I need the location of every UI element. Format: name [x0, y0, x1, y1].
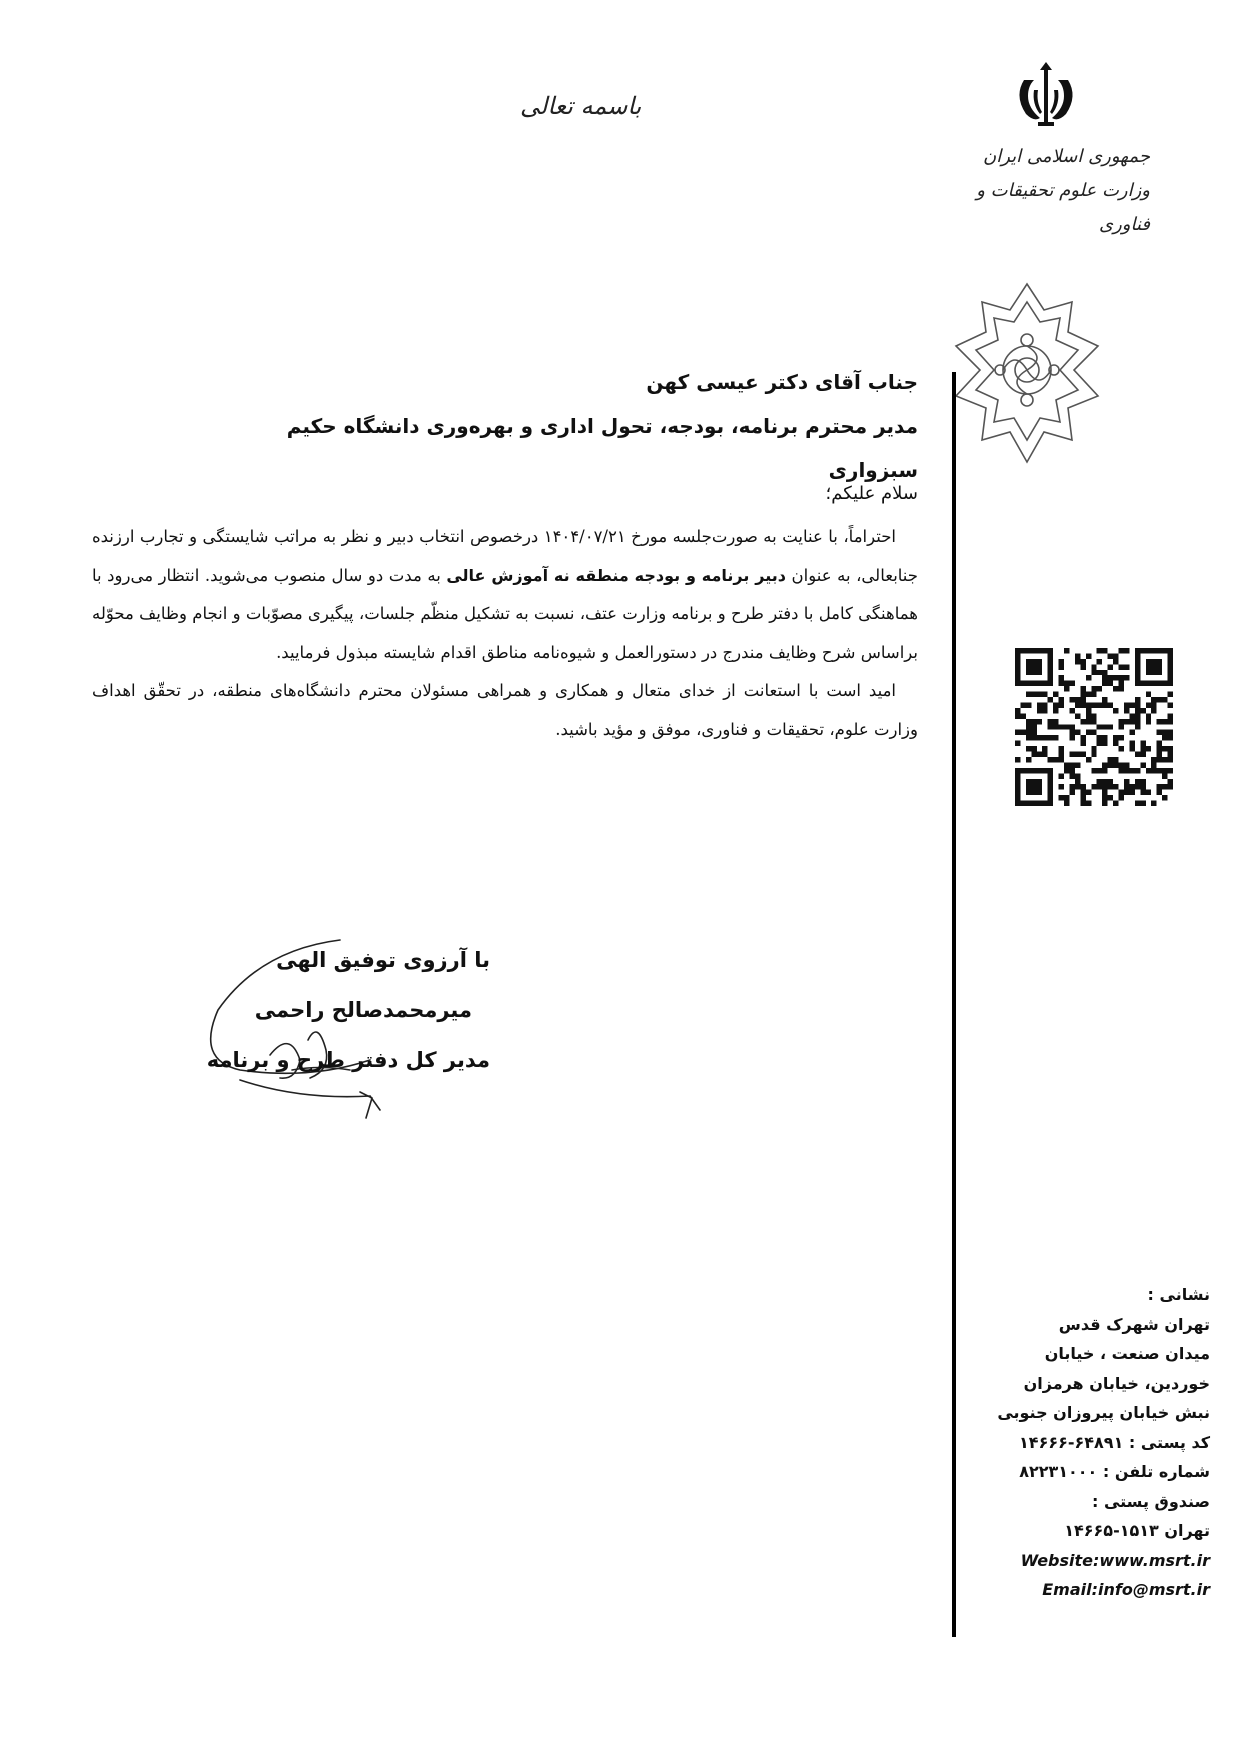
paragraph-1-part-b: به مدت دو سال منصوب می‌شوید. انتظار می‌رود با هماهنگی کامل با دفتر طرح و برنامه وزارت عتف، نسبت به تشکیل منظّم جلسات، پیگیری مصوّبات و انجام وظایف محوّله براساس شرح وظایف مندرج در دستورالعمل و شیوه‌نامه مناطق اقدام شایسته مبذول فرمایید. — [92, 565, 918, 662]
ministry-line-2: وزارت علوم تحقیقات و فناوری — [976, 180, 1150, 235]
email-link[interactable]: Email:info@msrt.ir — [1042, 1580, 1210, 1599]
signer-title: مدیر کل دفتر طرح و برنامه — [206, 1048, 490, 1072]
paragraph-1 — [92, 518, 918, 672]
address-line-4: نبش خیابان پیروزان جنوبی — [997, 1403, 1210, 1422]
phone-number: شماره تلفن : ۸۲۲۳۱۰۰۰ — [1019, 1462, 1210, 1481]
po-box-label: صندوق پستی : — [1091, 1491, 1210, 1511]
paragraph-1-part-a: احتراماً، با عنایت به صورت‌جلسه مورخ ۱۴۰۴/۰۷/۲۱ درخصوص انتخاب دبیر و نظر به مراتب شایستگی و تجارب ارزنده جنابعالی، به عنوان — [92, 527, 918, 585]
addressee-name: جناب آقای دکتر عیسی کهن — [646, 370, 918, 394]
vertical-divider — [952, 372, 956, 1637]
contact-info — [970, 1280, 1210, 1605]
ministry-line-1: جمهوری اسلامی ایران — [983, 146, 1150, 167]
paragraph-2: امید است با استعانت از خدای متعال و همکاری و همراهی مسئولان محترم دانشگاه‌های منطقه، در تحقّق اهداف وزارت علوم، تحقیقات و فناوری، موفق و مؤید باشید. — [92, 681, 918, 739]
bismillah-heading: باسمه تعالی — [520, 92, 642, 120]
address-label: نشانی : — [1147, 1285, 1210, 1304]
closing-wish: با آرزوی توفیق الهی — [276, 948, 490, 972]
postal-code: کد پستی : ۶۴۸۹۱-۱۴۶۶۶ — [1019, 1432, 1210, 1452]
closing-block — [200, 935, 490, 1085]
address-line-1: تهران شهرک قدس — [1058, 1314, 1210, 1334]
decorative-ornament-icon — [952, 280, 1102, 466]
address-line-3: خوردین، خیابان هرمزان — [1023, 1373, 1210, 1393]
signer-name: میرمحمدصالح راحمی — [254, 998, 472, 1022]
addressee-title: مدیر محترم برنامه، بودجه، تحول اداری و بهره‌وری دانشگاه حکیم سبزواری — [286, 414, 918, 482]
addressee-block — [200, 360, 918, 492]
po-box: تهران ۱۵۱۳-۱۴۶۶۵ — [1064, 1521, 1210, 1540]
iran-emblem-icon — [1010, 60, 1082, 132]
address-line-2: میدان صنعت ، خیابان — [1044, 1344, 1210, 1363]
appointment-title: دبیر برنامه و بودجه منطقه نه آموزش عالی — [446, 565, 786, 585]
letter-body — [92, 518, 918, 749]
greeting: سلام علیکم؛ — [825, 483, 918, 504]
qr-code — [1015, 648, 1173, 806]
website-link[interactable]: Website:www.msrt.ir — [1020, 1550, 1210, 1570]
ministry-name — [940, 140, 1150, 242]
